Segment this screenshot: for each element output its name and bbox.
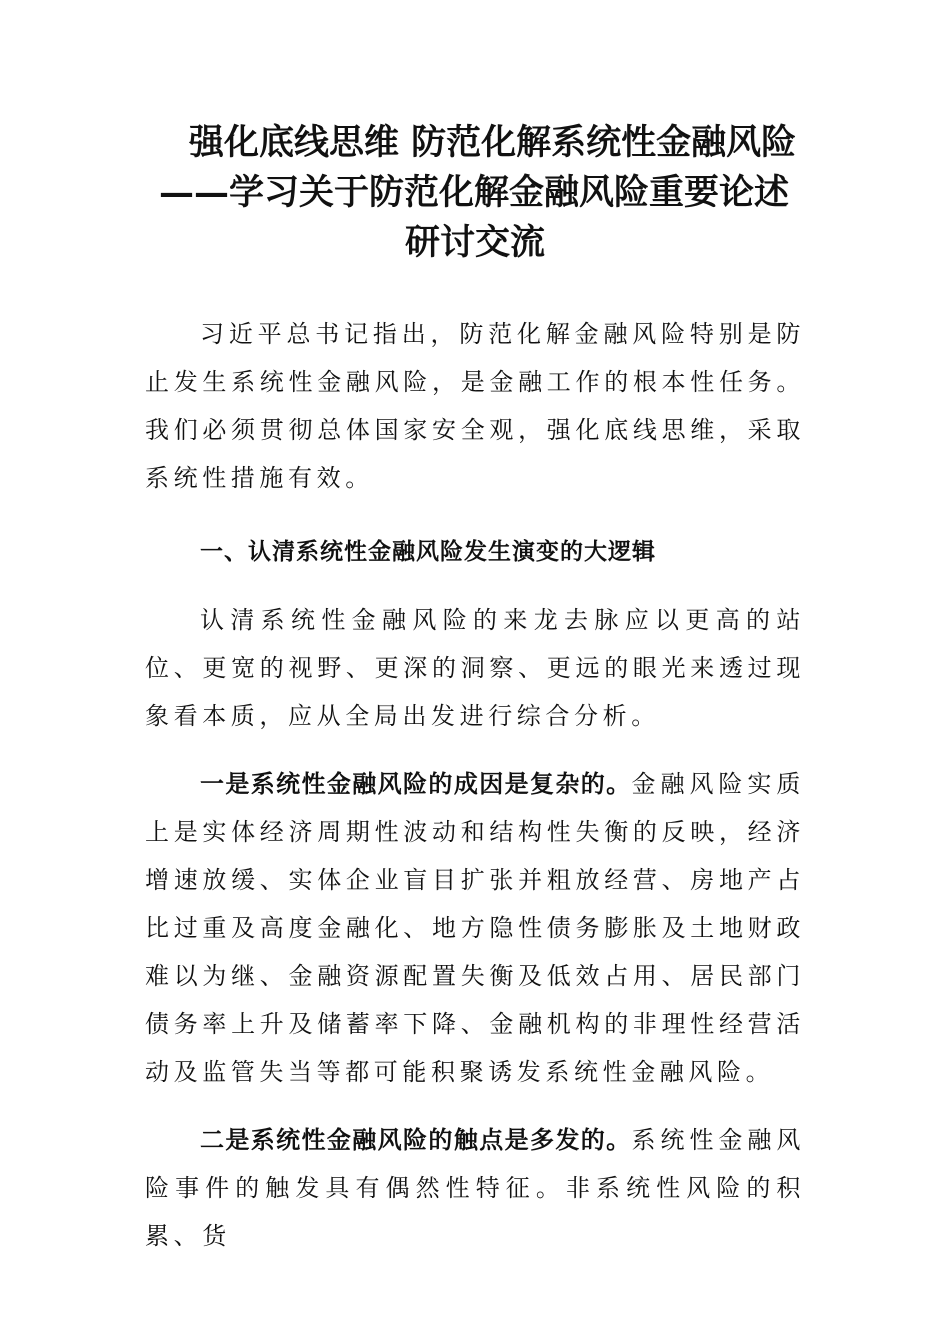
section-intro-paragraph: 认清系统性金融风险的来龙去脉应以更高的站位、更宽的视野、更深的洞察、更远的眼光来透过现象看本质，应从全局出发进行综合分析。 [145,606,805,730]
title-line-subtitle: ——学习关于防范化解金融风险重要论述 [159,172,790,213]
point-one-lead: 一是系统性金融风险的成因是复杂的。 [200,770,632,798]
section-heading: 一、认清系统性金融风险发生演变的大逻辑 [200,539,656,565]
point-two-text: 系统性金融风险事件的触发具有偶然性特征。非系统性风险的积累、货 [145,1126,805,1250]
document-title [145,118,805,268]
title-line-main: 强化底线思维 防范化解系统性金融风险 [189,122,797,163]
document-page [145,118,805,1260]
point-two-paragraph [145,1116,805,1260]
point-one-paragraph [145,760,805,1096]
intro-paragraph: 习近平总书记指出，防范化解金融风险特别是防止发生系统性金融风险，是金融工作的根本性任务。我们必须贯彻总体国家安全观，强化底线思维，采取系统性措施有效。 [145,320,805,492]
point-one-text: 金融风险实质上是实体经济周期性波动和结构性失衡的反映，经济增速放缓、实体企业盲目扩张并粗放经营、房地产占比过重及高度金融化、地方隐性债务膨胀及土地财政难以为继、金融资源配置失衡及低效占用、居民部门债务率上升及储蓄率下降、金融机构的非理性经营活动及监管失当等都可能积聚诱发系统性金融风险。 [145,770,805,1086]
title-line-suffix: 研讨交流 [404,222,545,263]
point-two-lead: 二是系统性金融风险的触点是多发的。 [200,1126,632,1154]
